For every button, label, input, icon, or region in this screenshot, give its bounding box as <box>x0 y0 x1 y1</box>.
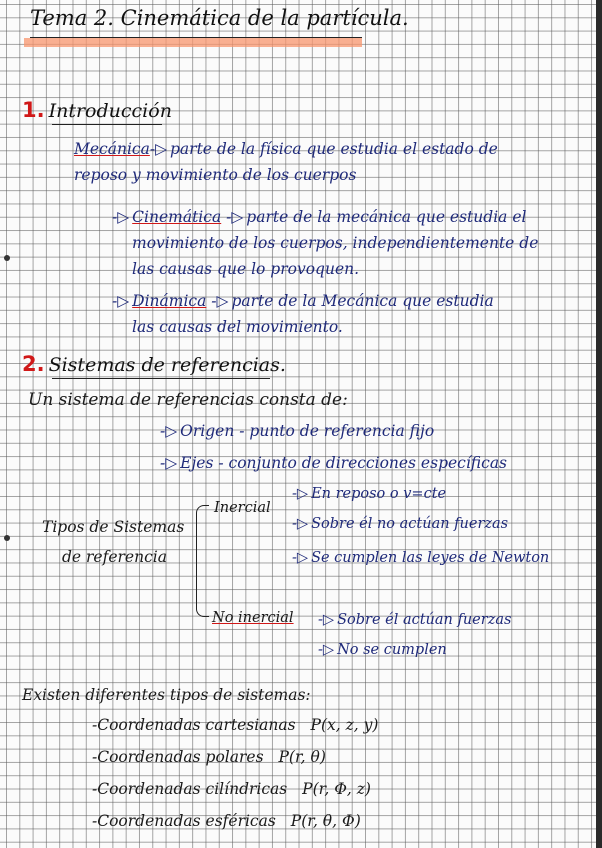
term-cinematica: Cinemática <box>132 208 222 226</box>
inercial-item-2 <box>292 516 508 532</box>
ejes-line <box>160 454 507 472</box>
cinematica-line-2: movimiento de los cuerpos, independientemente de <box>132 234 539 252</box>
inercial-label: Inercial <box>214 500 271 516</box>
tipos-label-1: Tipos de Sistemas <box>42 518 185 536</box>
mecanica-definition: parte de la física que estudia el estado de <box>170 140 498 158</box>
no-inercial-item-2 <box>318 642 447 658</box>
coord-item <box>92 812 361 830</box>
coord-item <box>92 716 378 734</box>
punch-hole <box>4 255 10 261</box>
inercial-item-3 <box>292 550 549 566</box>
arrow-icon: -▷ <box>292 516 309 532</box>
arrow-icon: -▷ <box>292 550 309 566</box>
cinematica-line-1 <box>112 208 526 226</box>
arrow-icon: -▷ <box>221 208 244 226</box>
arrow-icon: -▷ <box>160 454 178 472</box>
section-underline <box>52 124 162 125</box>
arrow-icon: -▷ <box>318 642 335 658</box>
coord-point: P(x, z, y) <box>310 716 379 734</box>
coord-point: P(r, Φ, z) <box>302 780 371 798</box>
inercial-text: En reposo o v=cte <box>311 486 447 502</box>
dinamica-line-2: las causas del movimiento. <box>132 318 343 336</box>
arrow-icon: -▷ <box>292 486 309 502</box>
term-mecanica: Mecánica <box>74 140 150 158</box>
title-underline <box>30 37 362 38</box>
section-1-heading <box>22 98 172 122</box>
arrow-icon: -▷ <box>318 612 335 628</box>
tipos-label-2: de referencia <box>62 548 167 566</box>
mecanica-line-1 <box>74 140 498 158</box>
no-inercial-label: No inercial <box>212 610 294 626</box>
coord-label: -Coordenadas esféricas <box>92 812 276 830</box>
inercial-text: Se cumplen las leyes de Newton <box>311 550 550 566</box>
inercial-item-1 <box>292 486 446 502</box>
dinamica-definition: parte de la Mecánica que estudia <box>231 292 494 310</box>
no-inercial-item-1 <box>318 612 511 628</box>
page-edge <box>596 0 602 848</box>
inercial-text: Sobre él no actúan fuerzas <box>311 516 509 532</box>
section-2-heading <box>22 352 286 376</box>
existen-line: Existen diferentes tipos de sistemas: <box>22 686 311 704</box>
coord-item <box>92 780 371 798</box>
coord-point: P(r, θ, Φ) <box>290 812 361 830</box>
dinamica-line-1 <box>112 292 494 310</box>
section-title: Sistemas de referencias. <box>48 354 286 376</box>
arrow-icon: -▷ <box>112 208 130 226</box>
section-number: 1. <box>22 98 45 122</box>
coord-label: -Coordenadas cilíndricas <box>92 780 288 798</box>
coord-label: -Coordenadas polares <box>92 748 264 766</box>
arrow-icon: -▷ <box>160 422 178 440</box>
no-inercial-text: Sobre él actúan fuerzas <box>337 612 512 628</box>
mecanica-line-2: reposo y movimiento de los cuerpos <box>74 166 357 184</box>
coord-label: -Coordenadas cartesianas <box>92 716 296 734</box>
section-number: 2. <box>22 352 45 376</box>
sistema-intro: Un sistema de referencias consta de: <box>28 390 348 410</box>
origen-text: Origen - punto de referencia fijo <box>180 422 435 440</box>
ejes-text: Ejes - conjunto de direcciones específicas <box>180 454 508 472</box>
title-highlight <box>24 38 362 47</box>
coord-item <box>92 748 326 766</box>
bracket <box>196 505 209 617</box>
cinematica-line-3: las causas que lo provoquen. <box>132 260 360 278</box>
no-inercial-text: No se cumplen <box>337 642 447 658</box>
section-underline <box>52 378 270 379</box>
punch-hole <box>4 535 10 541</box>
origen-line <box>160 422 434 440</box>
cinematica-definition: parte de la mecánica que estudia el <box>246 208 527 226</box>
arrow-icon: -▷ <box>112 292 130 310</box>
term-dinamica: Dinámica <box>132 292 207 310</box>
page-title: Tema 2. Cinemática de la partícula. <box>30 6 409 30</box>
arrow-icon: -▷ <box>149 140 167 158</box>
arrow-icon: -▷ <box>206 292 229 310</box>
section-title: Introducción <box>48 100 172 122</box>
coord-point: P(r, θ) <box>278 748 326 766</box>
